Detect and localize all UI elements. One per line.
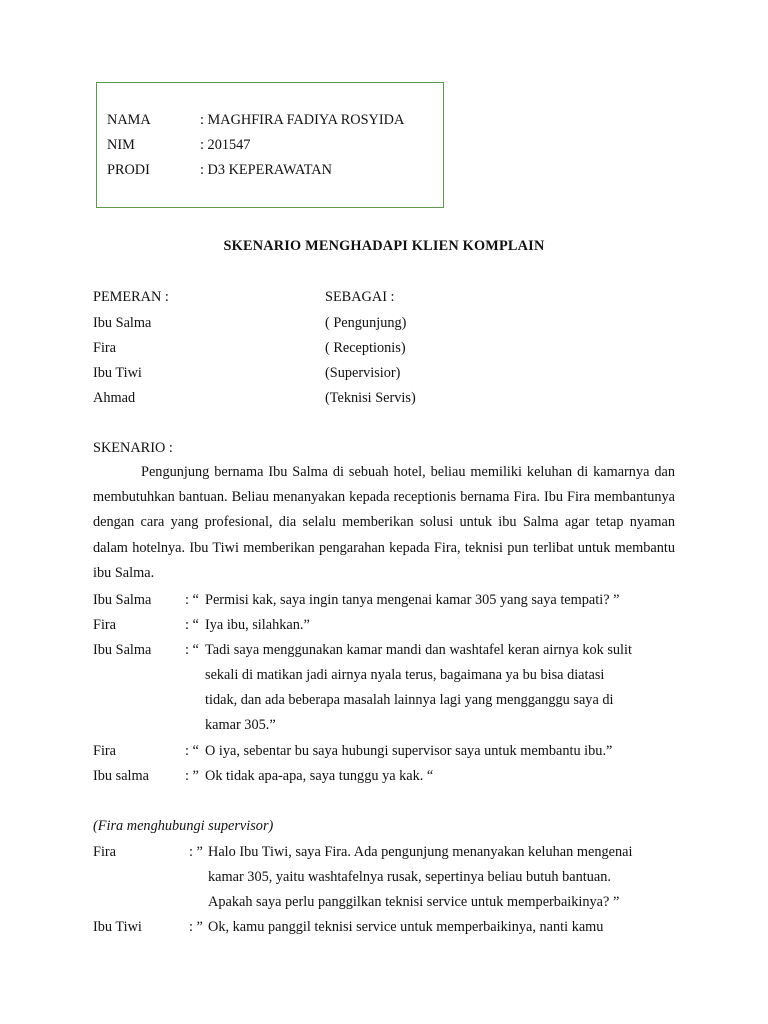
dialogue-line: Halo Ibu Tiwi, saya Fira. Ada pengunjung menanyakan keluhan mengenai: [208, 844, 633, 860]
identity-label: NAMA: [107, 112, 151, 128]
dialogue-line: sekali di matikan jadi airnya nyala terus, bagaimana ya bu bisa diatasi: [205, 667, 605, 683]
cast-role: ( Pengunjung): [325, 315, 407, 331]
cast-header-left: PEMERAN :: [93, 289, 169, 305]
dialogue-separator: : ”: [189, 844, 203, 860]
dialogue-line: O iya, sebentar bu saya hubungi supervisor saya untuk membantu ibu.”: [205, 743, 613, 759]
dialogue-line: Ok, kamu panggil teknisi service untuk memperbaikinya, nanti kamu: [208, 919, 604, 935]
identity-label: NIM: [107, 137, 135, 153]
dialogue-speaker: Fira: [93, 617, 117, 633]
dialogue-line: tidak, dan ada beberapa masalah lainnya lagi yang mengganggu saya di: [205, 692, 614, 708]
cast-header-right: SEBAGAI :: [325, 289, 395, 305]
dialogue-speaker: Ibu Salma: [93, 592, 152, 608]
identity-box: [96, 82, 444, 208]
cast-role: (Supervisior): [325, 365, 401, 381]
dialogue-line: kamar 305.”: [205, 717, 276, 733]
cast-name: Ahmad: [93, 390, 136, 406]
dialogue-separator: : “: [185, 592, 199, 608]
dialogue-speaker: Fira: [93, 844, 117, 860]
dialogue-line: Ok tidak apa-apa, saya tunggu ya kak. “: [205, 768, 434, 784]
dialogue-separator: : ”: [189, 919, 203, 935]
stage-direction: (Fira menghubungi supervisor): [93, 818, 274, 834]
identity-value: : D3 KEPERAWATAN: [200, 162, 332, 178]
cast-name: Ibu Salma: [93, 315, 152, 331]
dialogue-speaker: Ibu salma: [93, 768, 149, 784]
cast-role: ( Receptionis): [325, 340, 406, 356]
cast-role: (Teknisi Servis): [325, 390, 416, 406]
dialogue-line: Iya ibu, silahkan.”: [205, 617, 310, 633]
dialogue-separator: : “: [185, 617, 199, 633]
document-title: SKENARIO MENGHADAPI KLIEN KOMPLAIN: [223, 238, 545, 254]
dialogue-line: kamar 305, yaitu washtafelnya rusak, sepertinya beliau butuh bantuan.: [208, 869, 611, 885]
dialogue-speaker: Fira: [93, 743, 117, 759]
dialogue-separator: : “: [185, 642, 199, 658]
dialogue-line: Apakah saya perlu panggilkan teknisi service untuk memperbaikinya? ”: [208, 894, 620, 910]
cast-name: Fira: [93, 340, 117, 356]
identity-value: : 201547: [200, 137, 251, 153]
identity-value: : MAGHFIRA FADIYA ROSYIDA: [200, 112, 405, 128]
scenario-heading: SKENARIO :: [93, 440, 173, 456]
identity-label: PRODI: [107, 162, 150, 178]
dialogue-speaker: Ibu Salma: [93, 642, 152, 658]
cast-name: Ibu Tiwi: [93, 365, 142, 381]
scenario-paragraph: Pengunjung bernama Ibu Salma di sebuah hotel, beliau memiliki keluhan di kamarnya dan membutuhkan bantuan. Beliau menanyakan kepada receptionis bernama Fira. Ibu Fira membantunya dengan cara yang profesional, dia selalu memberikan solusi untuk ibu Salma agar tetap nyaman dalam hotelnya. Ibu Tiwi memberikan pengarahan kepada Fira, teknisi pun terlibat untuk membantu ibu Salma.: [93, 464, 675, 581]
dialogue-speaker: Ibu Tiwi: [93, 919, 142, 935]
dialogue-separator: : ”: [185, 768, 199, 784]
dialogue-line: Tadi saya menggunakan kamar mandi dan washtafel keran airnya kok sulit: [205, 642, 632, 658]
dialogue-line: Permisi kak, saya ingin tanya mengenai kamar 305 yang saya tempati? ”: [205, 592, 620, 608]
dialogue-separator: : “: [185, 743, 199, 759]
